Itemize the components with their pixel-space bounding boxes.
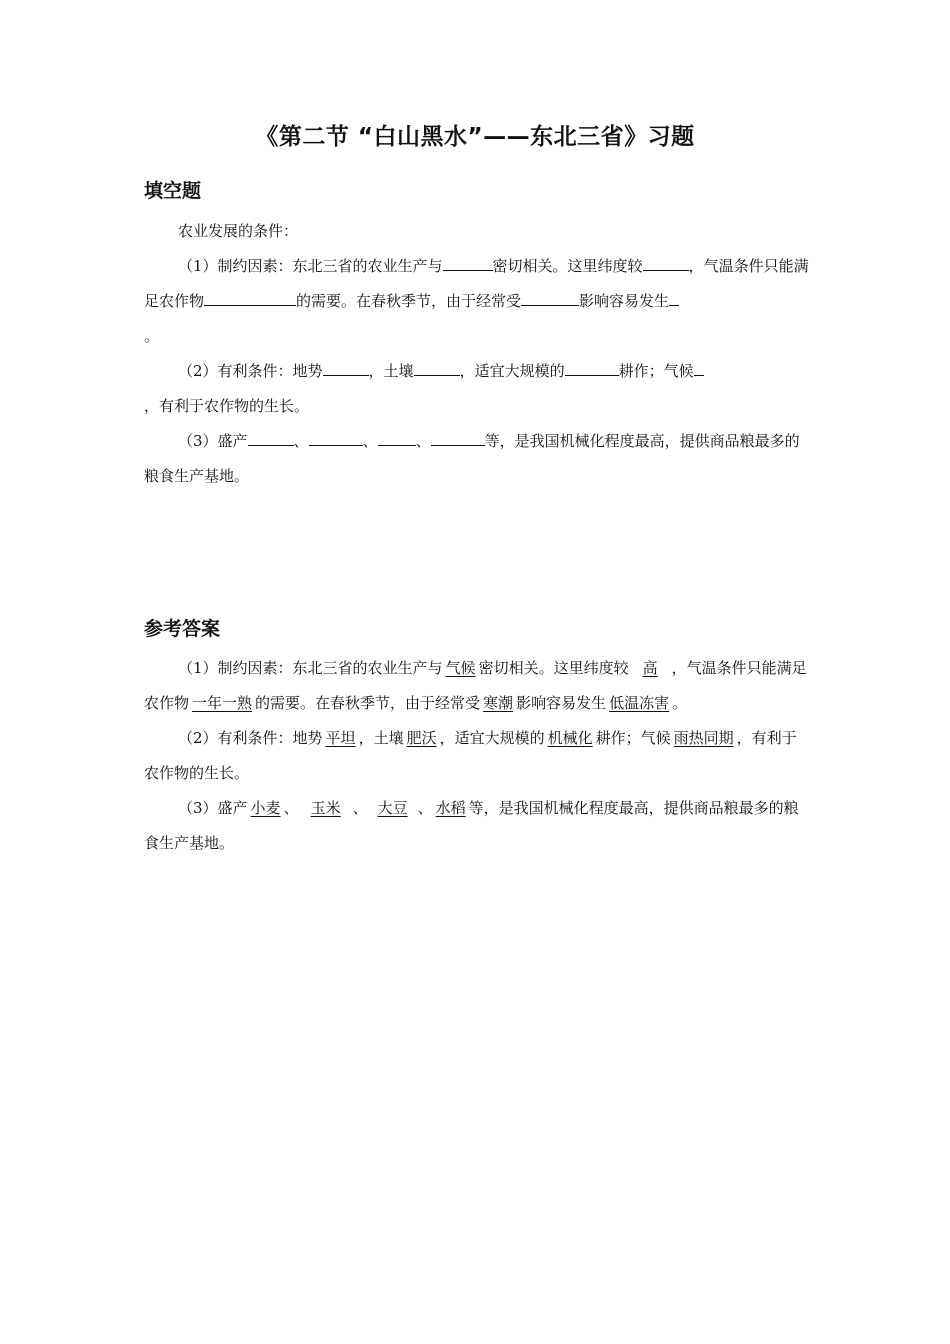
answer-blank[interactable] <box>643 252 689 271</box>
answer-blank[interactable] <box>323 357 369 376</box>
answer-blank[interactable] <box>204 287 296 306</box>
q1-text-c: ，气温条件只能满足农作物 <box>144 257 809 310</box>
a2-text-b: ，土壤 <box>358 729 404 747</box>
q2-text-d: 耕作；气候 <box>618 362 694 380</box>
a1-text-d: 的需要。在春秋季节，由于经常受 <box>255 694 481 712</box>
q3-sep-1: 、 <box>293 432 309 450</box>
answer-fertile: 肥沃 <box>406 729 437 747</box>
a1-text-b: 密切相关。这里纬度较 <box>478 659 629 677</box>
q1-text-f: 。 <box>144 327 160 345</box>
answer-flat: 平坦 <box>325 729 356 747</box>
answer-blank[interactable] <box>248 427 294 446</box>
section-heading-fill: 填空题 <box>144 180 202 202</box>
answer-soybean: 大豆 <box>377 799 408 817</box>
a2-text-a: （2）有利条件：地势 <box>178 729 323 747</box>
a2-text-e: ，有利于农作物的生长。 <box>144 729 797 782</box>
q2-text-e: ，有利于农作物的生长。 <box>144 397 310 415</box>
answer-2 <box>144 721 809 791</box>
answer-climate: 气候 <box>445 659 476 677</box>
answer-blank[interactable] <box>431 427 485 446</box>
answer-blank[interactable] <box>521 287 579 306</box>
answer-rain-heat: 雨热同期 <box>673 729 734 747</box>
a3-sep-1: 、 <box>283 799 299 817</box>
page-title: 《第二节 “白山黑水”——东北三省》习题 <box>255 124 695 150</box>
a2-text-c: ，适宜大规模的 <box>439 729 545 747</box>
answer-rice: 水稻 <box>435 799 466 817</box>
q1-text-b: 密切相关。这里纬度较 <box>492 257 643 275</box>
a1-text-a: （1）制约因素：东北三省的农业生产与 <box>178 659 443 677</box>
question-2 <box>144 354 809 424</box>
a3-text-e: 等，是我国机械化程度最高，提供商品粮最多的粮食生产基地。 <box>144 799 799 852</box>
a3-text-a: （3）盛产 <box>178 799 248 817</box>
answer-wheat: 小麦 <box>250 799 281 817</box>
section-heading-answers: 参考答案 <box>144 618 221 640</box>
q3-text-a: （3）盛产 <box>178 432 248 450</box>
a3-sep-3: 、 <box>417 799 433 817</box>
question-3 <box>144 424 809 494</box>
q1-text-a: （1）制约因素：东北三省的农业生产与 <box>178 257 443 275</box>
answer-cold-wave: 寒潮 <box>483 694 514 712</box>
answer-low-temp: 低温冻害 <box>609 694 670 712</box>
question-1 <box>144 249 809 354</box>
answer-corn: 玉米 <box>310 799 341 817</box>
q3-sep-2: 、 <box>362 432 378 450</box>
answer-blank[interactable] <box>378 427 416 446</box>
answer-blank[interactable] <box>565 357 619 376</box>
a1-text-c: ，气温条件只能满足农作物 <box>144 659 807 712</box>
answer-high: 高 <box>642 659 658 677</box>
answer-blank[interactable] <box>309 427 363 446</box>
q2-text-b: ，土壤 <box>368 362 414 380</box>
a3-sep-2: 、 <box>352 799 368 817</box>
a2-text-d: 耕作；气候 <box>595 729 671 747</box>
q2-text-a: （2）有利条件：地势 <box>178 362 323 380</box>
a1-text-f: 。 <box>672 694 688 712</box>
answer-blank[interactable] <box>414 357 460 376</box>
answer-mechanized: 机械化 <box>547 729 593 747</box>
answer-3 <box>144 791 809 861</box>
intro-text: 农业发展的条件： <box>178 222 299 240</box>
answer-blank[interactable] <box>443 252 493 271</box>
q3-sep-3: 、 <box>415 432 431 450</box>
answer-blank[interactable] <box>694 357 704 376</box>
a1-text-e: 影响容易发生 <box>516 694 607 712</box>
q1-text-e: 影响容易发生 <box>579 292 670 310</box>
fill-in-questions <box>144 214 809 494</box>
answer-blank[interactable] <box>669 287 679 306</box>
answer-one-crop: 一年一熟 <box>192 694 253 712</box>
reference-answers <box>144 651 809 861</box>
q2-text-c: ，适宜大规模的 <box>459 362 565 380</box>
q1-text-d: 的需要。在春秋季节，由于经常受 <box>296 292 522 310</box>
answer-1 <box>144 651 809 721</box>
q3-text-e: 等，是我国机械化程度最高，提供商品粮最多的粮食生产基地。 <box>144 432 800 485</box>
